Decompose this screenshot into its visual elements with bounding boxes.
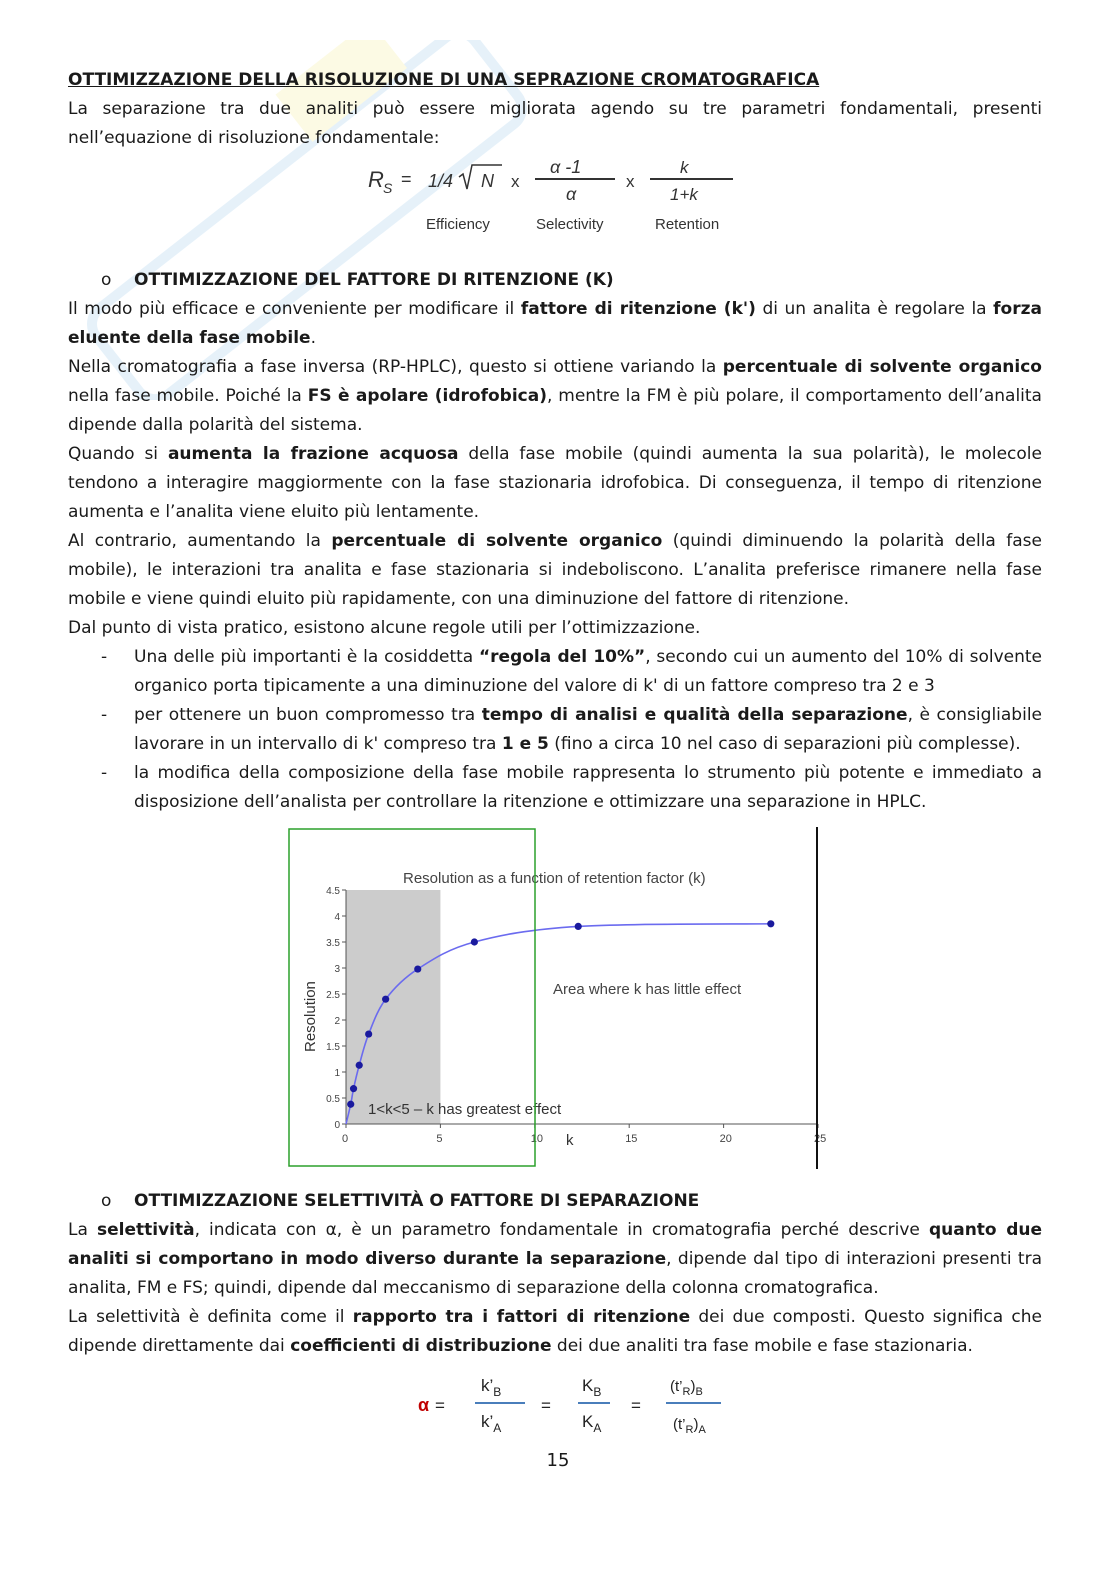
frac2-num: $K_B$ xyxy=(582,1376,602,1399)
label-retention: Retention xyxy=(655,216,720,233)
x-tick-label: 25 xyxy=(814,1133,827,1145)
label-efficiency: Efficiency xyxy=(426,216,490,233)
x-tick-label: 10 xyxy=(530,1133,544,1145)
data-point xyxy=(767,920,774,927)
eq-times-1: x xyxy=(511,172,520,191)
eq-equals: = xyxy=(401,169,412,189)
eq-rs-sub: S xyxy=(383,180,393,196)
chart-svg xyxy=(288,827,828,1172)
x-axis-label: k xyxy=(566,1132,574,1149)
section-heading-selectivity xyxy=(68,1187,1042,1216)
chart-title: Resolution as a function of retention factor (k) xyxy=(403,870,706,887)
list-item: - la modifica della composizione della fase mobile rappresenta lo strumento più potente e immediato a disposizione dell’analista per controllare la ritenzione e ottimizzare una separazione in HPLC. xyxy=(101,763,1042,812)
paragraph: Nella cromatografia a fase inversa (RP-HPLC), questo si ottiene variando la percentuale di solvente organico nella fase mobile. Poiché la FS è apolare (idrofobica), mentre la FM è più polare, il comportamento dell’analita dipende dalla polarità del sistema. xyxy=(68,357,1042,435)
eq-equals: = xyxy=(435,1396,445,1415)
shaded-region-label: 1<k<5 – k has greatest effect xyxy=(368,1101,562,1118)
eq-ret-den: 1+k xyxy=(670,185,698,204)
x-tick-label: 15 xyxy=(625,1133,638,1145)
section-bullet: o xyxy=(101,270,112,290)
paragraph: Al contrario, aumentando la percentuale di solvente organico (quindi diminuendo la polarità della fase mobile), le interazioni tra analita e fase stazionaria si indeboliscono. L’analita preferisce rimanere nella fase mobile e viene quindi eluito più rapidamente, con una diminuzione del fattore di ritenzione. xyxy=(68,531,1042,609)
y-tick-label: 3 xyxy=(334,964,340,975)
x-tick-label: 20 xyxy=(719,1133,732,1145)
y-tick-label: 4.5 xyxy=(326,886,340,897)
paragraph: La selettività è definita come il rapporto tra i fattori di ritenzione dei due composti. Questo significa che dipende direttamente dai coefficienti di distribuzione dei due analiti tra fase mobile e fase stazionaria. xyxy=(68,1307,1042,1356)
section-heading-retention xyxy=(68,266,1042,295)
resolution-chart xyxy=(68,827,1042,1187)
eq-rs: R xyxy=(368,167,384,192)
x-tick-label: 5 xyxy=(436,1133,443,1145)
frac1-num: $k’_B$ xyxy=(481,1376,502,1399)
list-item: - Una delle più importanti è la cosiddetta “regola del 10%”, secondo cui un aumento del 10% di solvente organico porta tipicamente a una diminuzione del valore di k' di un fattore compreso tra 2 e 3 xyxy=(101,647,1042,696)
data-point xyxy=(471,938,478,945)
label-selectivity: Selectivity xyxy=(536,216,604,233)
y-tick-label: 2 xyxy=(334,1016,340,1027)
frac2-den: $K_A$ xyxy=(582,1412,602,1435)
y-tick-label: 2.5 xyxy=(326,990,340,1001)
y-tick-label: 0 xyxy=(334,1120,340,1131)
paragraph: Il modo più efficace e conveniente per modificare il fattore di ritenzione (k') di un analita è regolare la forza eluente della fase mobile. xyxy=(68,299,1042,348)
data-point xyxy=(350,1085,357,1092)
eq-coef: 1/4 xyxy=(428,171,454,191)
data-point xyxy=(382,996,389,1003)
eq-equals: = xyxy=(631,1396,641,1415)
eq-sel-den: α xyxy=(566,184,577,204)
y-axis-label: Resolution xyxy=(302,981,319,1052)
y-tick-label: 1 xyxy=(334,1068,340,1079)
section-bullet: o xyxy=(101,1191,112,1211)
y-tick-label: 3.5 xyxy=(326,938,340,949)
chart-annotation: Area where k has little effect xyxy=(553,981,742,998)
y-tick-label: 4 xyxy=(334,912,340,923)
paragraph: Dal punto di vista pratico, esistono alcune regole utili per l’ottimizzazione. xyxy=(68,618,701,638)
data-point xyxy=(347,1101,354,1108)
paragraph: La selettività, indicata con α, è un parametro fondamentale in cromatografia perché descrive quanto due analiti si comportano in modo diverso durante la separazione, dipende dal tipo di interazioni presenti tra analita, FM e FS; quindi, dipende dal meccanismo di separazione della colonna cromatografica. xyxy=(68,1220,1042,1298)
shaded-region xyxy=(346,890,440,1124)
section-heading-text: OTTIMIZZAZIONE SELETTIVITÀ O FATTORE DI SEPARAZIONE xyxy=(134,1191,700,1211)
intro-paragraph: La separazione tra due analiti può essere migliorata agendo su tre parametri fondamentali, presenti nell’equazione di risoluzione fondamentale: xyxy=(68,99,1042,148)
resolution-equation xyxy=(68,153,1042,266)
data-point xyxy=(356,1062,363,1069)
rules-list xyxy=(68,643,1042,817)
x-tick-label: 0 xyxy=(342,1133,349,1145)
page-number: 15 xyxy=(546,1450,570,1471)
eq-alpha: α xyxy=(418,1395,430,1415)
eq-times-2: x xyxy=(626,172,635,191)
frac1-den: $k’_A$ xyxy=(481,1412,502,1435)
y-tick-label: 1.5 xyxy=(326,1042,340,1053)
eq-sel-num: α -1 xyxy=(550,159,582,177)
paragraph: Quando si aumenta la frazione acquosa della fase mobile (quindi aumenta la sua polarità), le molecole tendono a interagire maggiormente con la fase stazionaria idrofobica. Di conseguenza, il tempo di ritenzione aumenta e l’analita viene eluito più lentamente. xyxy=(68,444,1042,522)
eq-ret-num: k xyxy=(680,159,689,177)
data-point xyxy=(414,965,421,972)
data-point xyxy=(365,1030,372,1037)
page-title: OTTIMIZZAZIONE DELLA RISOLUZIONE DI UNA SEPRAZIONE CROMATOGRAFICA xyxy=(68,70,820,90)
page-content xyxy=(68,66,1042,1465)
eq-equals: = xyxy=(541,1396,551,1415)
section-heading-text: OTTIMIZZAZIONE DEL FATTORE DI RITENZIONE (K) xyxy=(134,270,614,290)
data-point xyxy=(575,923,582,930)
eq-sqrt-arg: N xyxy=(481,171,494,191)
list-item: - per ottenere un buon compromesso tra tempo di analisi e qualità della separazione, è consigliabile lavorare in un intervallo di k' compreso tra 1 e 5 (fino a circa 10 nel caso di separazioni più complesse). xyxy=(101,705,1042,754)
frac3-den: $(t’_R)_A$ xyxy=(673,1416,706,1436)
frac3-num: $(t’_R)_B$ xyxy=(670,1378,703,1398)
y-tick-label: 0.5 xyxy=(326,1094,340,1105)
